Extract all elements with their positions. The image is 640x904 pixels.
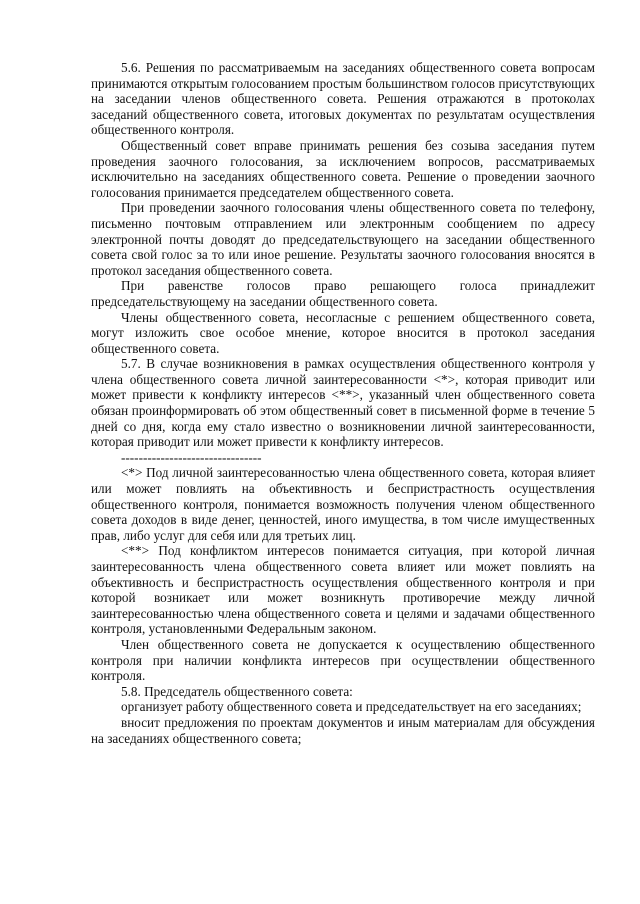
paragraph-chair-proposes: вносит предложения по проектам документов и иным материалам для обсуждения на заседаниях общественного совета; bbox=[91, 714, 595, 746]
paragraph-absentee-voting: Общественный совет вправе принимать решения без созыва заседания путем проведения заочного голосования, за исключением вопросов, рассматриваемых исключительно на заседаниях общественного совета. Решение о проведении заочного голосования принимается председателем общественного совета. bbox=[91, 137, 595, 200]
paragraph-dissenting-opinion: Члены общественного совета, несогласные с решением общественного совета, могут изложить свое особое мнение, которое вносится в протокол заседания общественного совета. bbox=[91, 309, 595, 356]
paragraph-absentee-procedure: При проведении заочного голосования члены общественного совета по телефону, письменно почтовым отправлением или электронным сообщением по адресу электронной почты доводят до председательствующего на заседании общественного совета свой голос за то или иное решение. Результаты заочного голосования вносятся в протокол заседания общественного совета. bbox=[91, 200, 595, 278]
footnote-1: <*> Под личной заинтересованностью члена общественного совета, которая влияет или может повлиять на объективность и беспристрастность осуществления общественного контроля, понимается возможность получения членом общественного совета доходов в виде денег, ценностей, иного имущества, в том числе имущественных прав, либо услуг для себя или для третьих лиц. bbox=[91, 465, 595, 543]
paragraph-conflict-exclusion: Член общественного совета не допускается к осуществлению общественного контроля при наличии конфликта интересов при осуществлении общественного контроля. bbox=[91, 636, 595, 684]
footnote-2: <**> Под конфликтом интересов понимается ситуация, при которой личная заинтересованность члена общественного совета влияет или может повлиять на объективность и беспристрастность осуществления общественного контроля и при которой возникает или может возникнуть противоречие между личной заинтересованностью члена общественного совета и целями и задачами общественного контроля, установленными Федеральным законом. bbox=[91, 543, 595, 637]
document-page bbox=[91, 60, 595, 746]
paragraph-5-8: 5.8. Председатель общественного совета: bbox=[121, 683, 353, 699]
paragraph-5-7: 5.7. В случае возникновения в рамках осуществления общественного контроля у члена общественного совета личной заинтересованности <*>, которая приводит или может привести к конфликту интересов <**>, указанный член общественного совета обязан проинформировать об этом общественный совет в письменной форме в течение 5 дней со дня, когда ему стало известно о возникновении личной заинтересованности, которая приводит или может привести к конфликту интересов. bbox=[91, 356, 595, 450]
footnote-separator: -------------------------------- bbox=[121, 449, 262, 465]
paragraph-chair-organizes: организует работу общественного совета и председательствует на его заседаниях; bbox=[121, 699, 582, 715]
paragraph-5-6: 5.6. Решения по рассматриваемым на заседаниях общественного совета вопросам принимаются открытым голосованием простым большинством голосов присутствующих на заседании членов общественного совета. Решения отражаются в протоколах заседаний общественного совета, итоговых документах по результатам осуществления общественного контроля. bbox=[91, 60, 595, 138]
paragraph-equal-votes: При равенстве голосов право решающего голоса принадлежит председательствующему на заседании общественного совета. bbox=[91, 278, 595, 309]
